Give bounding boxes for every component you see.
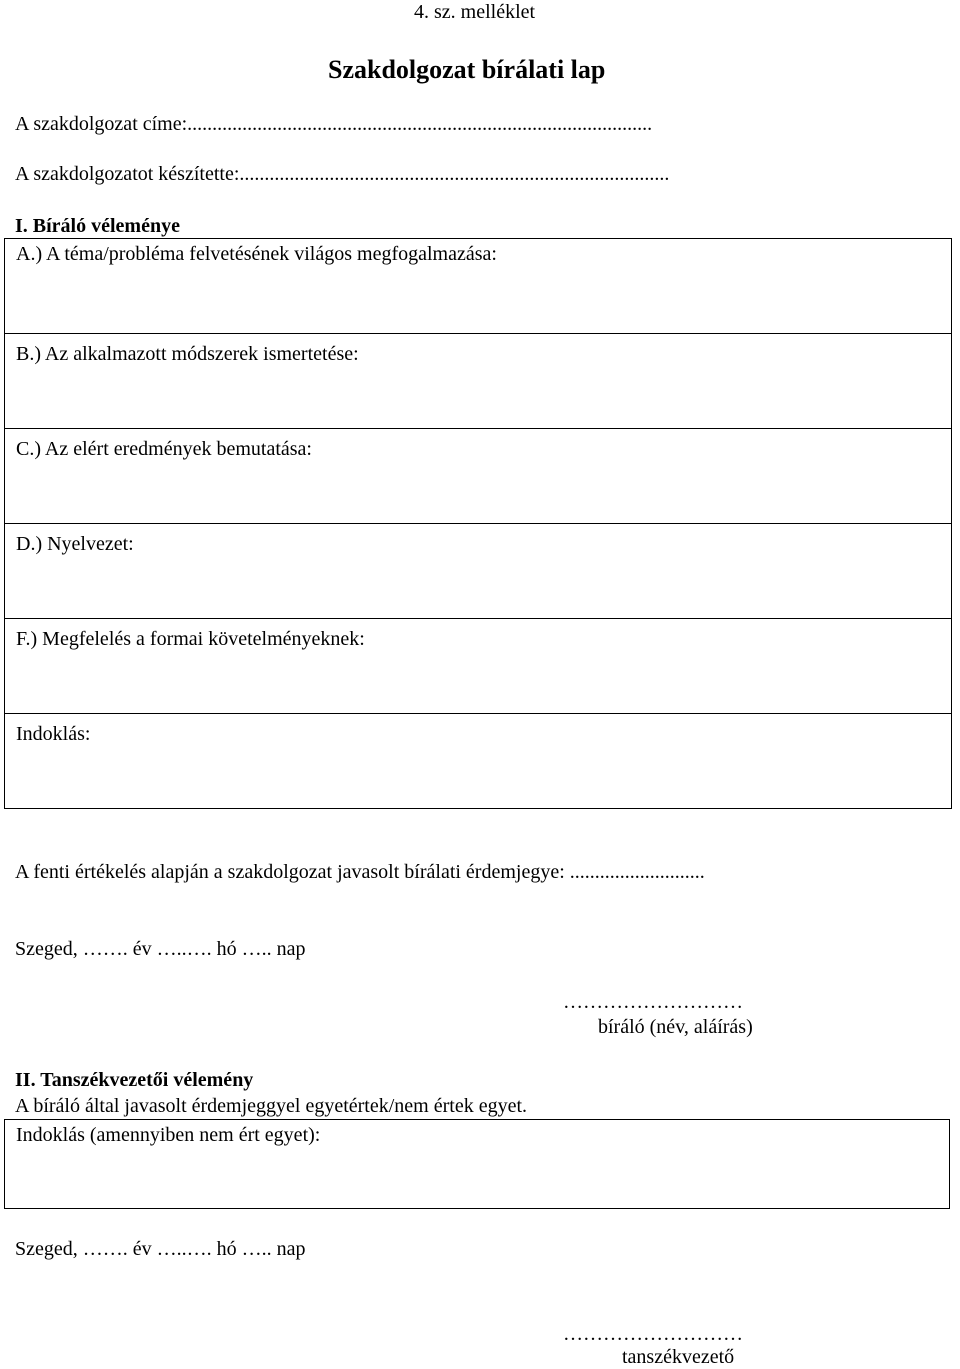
reviewer-signature-label: bíráló (név, aláírás) [598,1016,753,1038]
agreement-statement: A bíráló által javasolt érdemjeggyel egyetértek/nem értek egyet. [15,1095,528,1117]
proposed-grade-line[interactable]: A fenti értékelés alapján a szakdolgozat javasolt bírálati érdemjegye: ........................... [15,861,705,883]
annex-label: 4. sz. melléklet [414,1,536,23]
section-1-heading: I. Bíráló véleménye [15,215,180,237]
criterion-d-box[interactable] [5,523,951,618]
criterion-a-label: A.) A téma/probléma felvetésének világos megfogalmazása: [16,243,497,265]
reviewer-signature-dots: ……………………… [563,991,743,1013]
thesis-author-field[interactable]: A szakdolgozatot készítette:...................................................................................... [15,163,670,185]
head-signature-label: tanszékvezető [622,1346,735,1368]
criterion-b-label: B.) Az alkalmazott módszerek ismertetése: [16,343,359,365]
criterion-d-label: D.) Nyelvezet: [16,533,134,555]
page-title: Szakdolgozat bírálati lap [328,55,606,84]
justification-label: Indoklás: [16,723,91,745]
criterion-f-label: F.) Megfelelés a formai követelményeknek: [16,628,365,650]
section-2-heading: II. Tanszékvezetői vélemény [15,1069,254,1091]
head-date-line[interactable]: Szeged, ……. év …..…. hó ….. nap [15,1238,306,1260]
justification-box[interactable] [5,713,951,808]
criterion-f-box[interactable] [5,618,951,713]
head-justification-label: Indoklás (amennyiben nem ért egyet): [16,1124,321,1146]
criterion-a-box[interactable] [5,239,951,333]
review-criteria-table [4,238,952,809]
reviewer-date-line[interactable]: Szeged, ……. év …..…. hó ….. nap [15,938,306,960]
criterion-b-box[interactable] [5,333,951,428]
head-signature-dots: ……………………… [563,1323,743,1345]
thesis-title-field[interactable]: A szakdolgozat címe:............................................................................................. [15,113,653,135]
head-justification-box[interactable] [4,1119,950,1209]
criterion-c-label: C.) Az elért eredmények bemutatása: [16,438,312,460]
criterion-c-box[interactable] [5,428,951,523]
